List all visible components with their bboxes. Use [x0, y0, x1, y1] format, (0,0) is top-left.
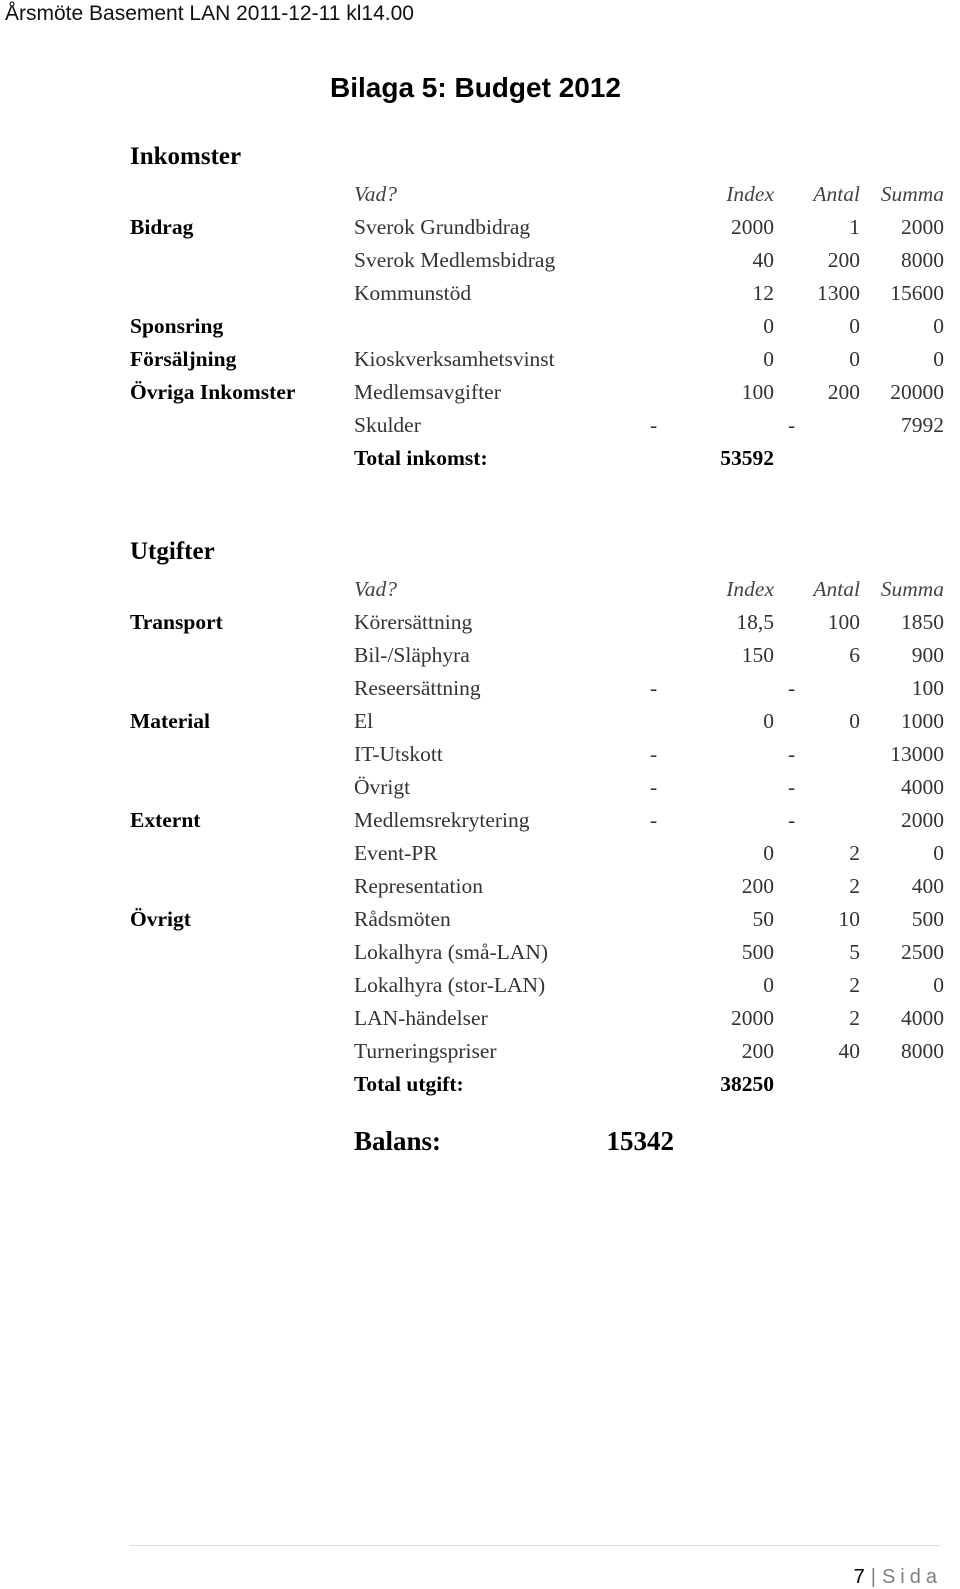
- row-item: Medlemsrekrytering: [354, 808, 530, 832]
- page-title: Bilaga 5: Budget 2012: [330, 72, 621, 103]
- income-table: [130, 178, 944, 475]
- row-index: -: [650, 676, 658, 700]
- column-header-summa: Summa: [880, 182, 944, 206]
- row-summa: 0: [933, 314, 944, 338]
- table-row: [130, 409, 944, 442]
- expenses-table: [130, 573, 944, 1101]
- total-value: 53592: [720, 446, 774, 470]
- row-category: [130, 672, 354, 705]
- total-spacer-summa: [860, 442, 944, 475]
- row-item: Sverok Medlemsbidrag: [354, 248, 556, 272]
- footer-page-word: Sida: [881, 1566, 942, 1588]
- table-row: [130, 969, 944, 1002]
- row-antal: 1300: [817, 281, 860, 305]
- row-item: Event-PR: [354, 841, 438, 865]
- row-summa: 100: [911, 676, 944, 700]
- row-category: [130, 409, 354, 442]
- row-category: Material: [130, 709, 210, 733]
- row-item: Skulder: [354, 413, 421, 437]
- row-item: Övrigt: [354, 775, 411, 799]
- row-antal: 100: [827, 610, 860, 634]
- row-antal: 2: [849, 973, 860, 997]
- total-label: Total inkomst:: [354, 446, 488, 470]
- row-category: Övriga Inkomster: [130, 380, 296, 404]
- row-antal: -: [788, 775, 796, 799]
- row-category: Externt: [130, 808, 201, 832]
- row-item: Turneringspriser: [354, 1039, 497, 1063]
- row-index: 50: [752, 907, 774, 931]
- row-antal: 6: [849, 643, 860, 667]
- row-summa: 0: [933, 973, 944, 997]
- row-summa: 0: [933, 347, 944, 371]
- header-spacer: [130, 178, 354, 211]
- table-row: [130, 870, 944, 903]
- row-category: [130, 1002, 354, 1035]
- row-summa: 0: [933, 841, 944, 865]
- row-index: 200: [741, 1039, 774, 1063]
- total-spacer: [130, 1068, 354, 1101]
- row-category: [130, 244, 354, 277]
- table-row: [130, 244, 944, 277]
- income-heading: Inkomster: [130, 143, 242, 170]
- total-spacer-summa: [860, 1068, 944, 1101]
- row-summa: 400: [911, 874, 944, 898]
- column-header-index: Index: [726, 577, 774, 601]
- total-spacer-antal: [774, 442, 860, 475]
- row-category: [130, 738, 354, 771]
- column-header-summa: Summa: [880, 577, 944, 601]
- table-row: [130, 343, 944, 376]
- row-category: [130, 837, 354, 870]
- table-row: [130, 310, 944, 343]
- row-summa: 4000: [901, 775, 944, 799]
- footer-divider: [130, 1545, 940, 1546]
- row-antal: 1: [849, 215, 860, 239]
- row-item: Representation: [354, 874, 483, 898]
- row-index: 2000: [731, 1006, 774, 1030]
- table-row: [130, 936, 944, 969]
- row-antal: 40: [838, 1039, 860, 1063]
- row-item: Medlemsavgifter: [354, 380, 501, 404]
- row-antal: 5: [849, 940, 860, 964]
- row-category: Sponsring: [130, 314, 224, 338]
- row-antal: -: [788, 742, 796, 766]
- row-antal: 2: [849, 874, 860, 898]
- table-row: [130, 672, 944, 705]
- row-index: 0: [763, 314, 774, 338]
- table-row: [130, 211, 944, 244]
- row-summa: 2500: [901, 940, 944, 964]
- table-row: [130, 639, 944, 672]
- row-antal: 0: [849, 709, 860, 733]
- row-index: 0: [763, 709, 774, 733]
- document-header: Årsmöte Basement LAN 2011-12-11 kl14.00: [5, 2, 414, 25]
- row-index: 0: [763, 841, 774, 865]
- row-antal: 200: [827, 248, 860, 272]
- table-row: [130, 1035, 944, 1068]
- table-row: [130, 837, 944, 870]
- row-index: 40: [752, 248, 774, 272]
- row-item: Kommunstöd: [354, 281, 472, 305]
- row-item: El: [354, 709, 374, 733]
- row-summa: 2000: [901, 808, 944, 832]
- row-item: Rådsmöten: [354, 907, 451, 931]
- row-index: 500: [741, 940, 774, 964]
- row-summa: 7992: [901, 413, 944, 437]
- total-value: 38250: [720, 1072, 774, 1096]
- balance-value: 15342: [606, 1126, 674, 1156]
- row-category: Transport: [130, 610, 223, 634]
- table-row: [130, 903, 944, 936]
- row-category: Bidrag: [130, 215, 194, 239]
- table-row: [130, 738, 944, 771]
- table-row: [130, 376, 944, 409]
- row-index: -: [650, 413, 658, 437]
- row-category: [130, 277, 354, 310]
- column-header-antal: Antal: [813, 577, 860, 601]
- row-summa: 1850: [901, 610, 944, 634]
- table-row: [130, 277, 944, 310]
- row-category: [130, 1035, 354, 1068]
- row-index: 100: [741, 380, 774, 404]
- row-item: Bil-/Släphyra: [354, 643, 470, 667]
- row-summa: 13000: [890, 742, 944, 766]
- column-header-antal: Antal: [813, 182, 860, 206]
- row-item: Lokalhyra (stor-LAN): [354, 973, 546, 997]
- column-header-what: Vad?: [354, 182, 397, 206]
- row-summa: 500: [911, 907, 944, 931]
- row-index: 0: [763, 347, 774, 371]
- row-antal: -: [788, 676, 796, 700]
- row-index: 18,5: [736, 610, 774, 634]
- row-index: 2000: [731, 215, 774, 239]
- header-spacer: [130, 573, 354, 606]
- row-category: Övrigt: [130, 907, 191, 931]
- row-item: Kioskverksamhetsvinst: [354, 347, 555, 371]
- column-header-what: Vad?: [354, 577, 397, 601]
- row-summa: 2000: [901, 215, 944, 239]
- table-row: [130, 1002, 944, 1035]
- total-spacer: [130, 442, 354, 475]
- row-category: [130, 870, 354, 903]
- total-row: [130, 1068, 944, 1101]
- row-item: [354, 310, 574, 343]
- row-item: IT-Utskott: [354, 742, 443, 766]
- row-index: 0: [763, 973, 774, 997]
- page-footer: [854, 1566, 942, 1589]
- row-summa: 1000: [901, 709, 944, 733]
- column-header-row: [130, 573, 944, 606]
- row-antal: -: [788, 413, 796, 437]
- row-summa: 20000: [890, 380, 944, 404]
- table-row: [130, 804, 944, 837]
- balance-label: Balans:: [354, 1126, 442, 1156]
- row-item: LAN-händelser: [354, 1006, 488, 1030]
- row-category: [130, 969, 354, 1002]
- row-category: [130, 771, 354, 804]
- row-antal: 0: [849, 347, 860, 371]
- row-index: 150: [741, 643, 774, 667]
- row-antal: 10: [838, 907, 860, 931]
- row-summa: 8000: [901, 248, 944, 272]
- row-category: [130, 936, 354, 969]
- row-index: -: [650, 808, 658, 832]
- table-row: [130, 705, 944, 738]
- total-spacer-antal: [774, 1068, 860, 1101]
- row-index: 12: [752, 281, 774, 305]
- row-index: 200: [741, 874, 774, 898]
- row-antal: 200: [827, 380, 860, 404]
- page-number: 7: [853, 1566, 865, 1588]
- row-category: Försäljning: [130, 347, 237, 371]
- row-antal: 2: [849, 841, 860, 865]
- row-item: Lokalhyra (små-LAN): [354, 940, 549, 964]
- row-index: -: [650, 742, 658, 766]
- table-row: [130, 771, 944, 804]
- row-summa: 8000: [901, 1039, 944, 1063]
- row-item: Reseersättning: [354, 676, 481, 700]
- column-header-index: Index: [726, 182, 774, 206]
- row-index: -: [650, 775, 658, 799]
- total-label: Total utgift:: [354, 1072, 464, 1096]
- row-summa: 15600: [890, 281, 944, 305]
- row-summa: 4000: [901, 1006, 944, 1030]
- total-row: [130, 442, 944, 475]
- row-category: [130, 639, 354, 672]
- row-antal: -: [788, 808, 796, 832]
- table-row: [130, 606, 944, 639]
- row-item: Sverok Grundbidrag: [354, 215, 531, 239]
- expenses-heading: Utgifter: [130, 538, 215, 565]
- row-antal: 0: [849, 314, 860, 338]
- footer-separator: |: [870, 1566, 876, 1588]
- row-item: Körersättning: [354, 610, 473, 634]
- row-summa: 900: [911, 643, 944, 667]
- column-header-row: [130, 178, 944, 211]
- row-antal: 2: [849, 1006, 860, 1030]
